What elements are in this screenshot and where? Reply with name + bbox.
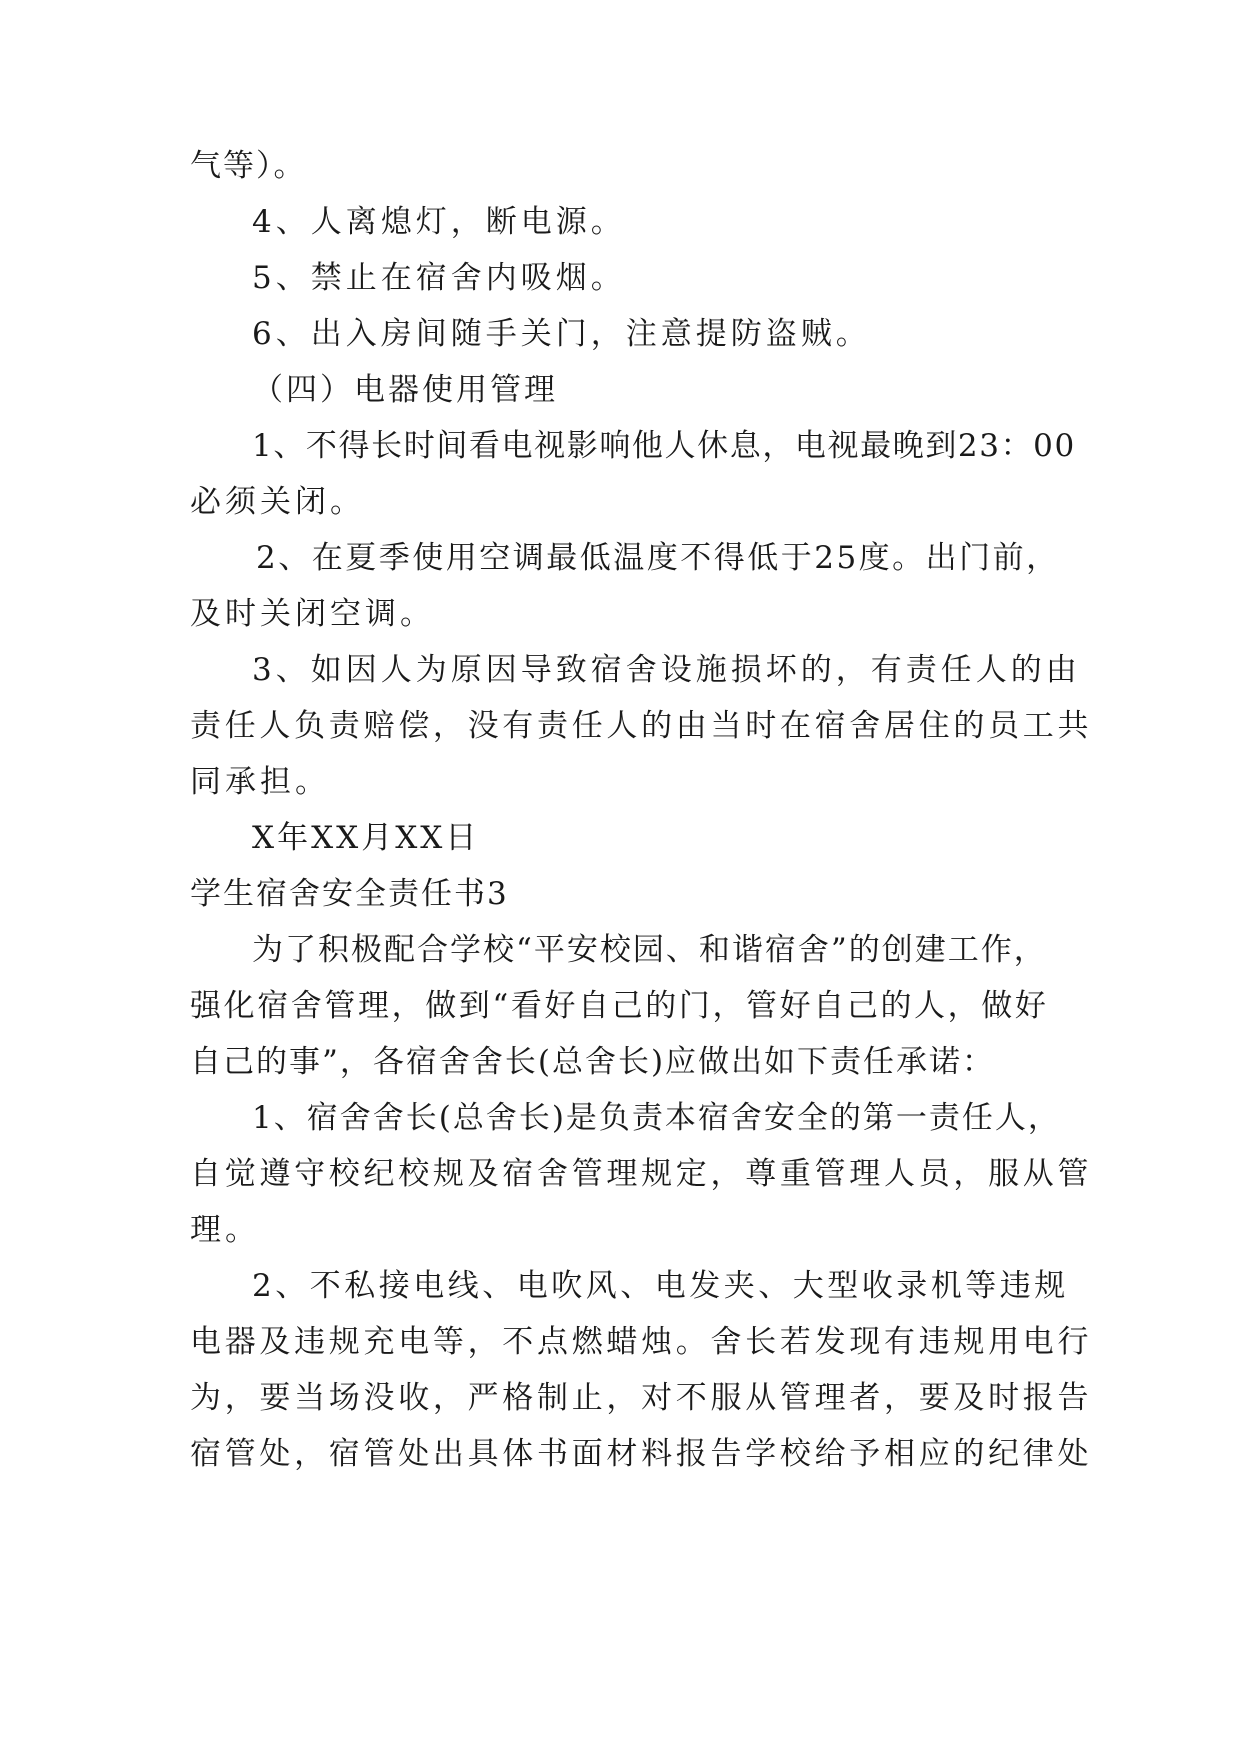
section-heading: （四）电器使用管理 <box>252 372 558 408</box>
text-line-16: 强化宿舍管理，做到“看好自己的门，管好自己的人，做好 <box>190 988 1049 1024</box>
text-line-1: 气等）。 <box>190 148 307 184</box>
text-line-3: 5、禁止在宿舍内吸烟。 <box>252 260 626 296</box>
text-line-6: 1、不得长时间看电视影响他人休息，电视最晚到23：00 <box>252 428 1076 464</box>
text-line-12: 同承担。 <box>190 764 330 800</box>
text-line-23: 为，要当场没收，严格制止，对不服从管理者，要及时报告 <box>190 1380 1093 1416</box>
text-line-18: 1、宿舍舍长(总舍长)是负责本宿舍安全的第一责任人， <box>252 1100 1061 1136</box>
text-line-20: 理。 <box>190 1212 260 1248</box>
text-line-15: 为了积极配合学校“平安校园、和谐宿舍”的创建工作， <box>252 932 1047 968</box>
text-line-21: 2、不私接电线、电吹风、电发夹、大型收录机等违规 <box>252 1268 1069 1304</box>
text-line-9: 及时关闭空调。 <box>190 596 435 632</box>
text-line-22: 电器及违规充电等，不点燃蜡烛。舍长若发现有违规用电行 <box>190 1324 1093 1360</box>
text-line-4: 6、出入房间随手关门，注意提防盗贼。 <box>252 316 871 352</box>
text-line-17: 自己的事”，各宿舍舍长(总舍长)应做出如下责任承诺： <box>190 1044 996 1080</box>
text-line-19: 自觉遵守校纪校规及宿舍管理规定，尊重管理人员，服从管 <box>190 1156 1093 1192</box>
text-line-8: 2、在夏季使用空调最低温度不得低于25度。出门前， <box>256 540 1060 576</box>
text-line-10: 3、如因人为原因导致宿舍设施损坏的，有责任人的由 <box>252 652 1081 688</box>
text-line-7: 必须关闭。 <box>190 484 365 520</box>
text-line-2: 4、人离熄灯，断电源。 <box>252 204 626 240</box>
text-line-24: 宿管处，宿管处出具体书面材料报告学校给予相应的纪律处 <box>190 1436 1093 1472</box>
text-line-11: 责任人负责赔偿，没有责任人的由当时在宿舍居住的员工共 <box>190 708 1093 744</box>
date-line: X年XX月XX日 <box>252 820 480 856</box>
document-title: 学生宿舍安全责任书3 <box>190 876 509 912</box>
